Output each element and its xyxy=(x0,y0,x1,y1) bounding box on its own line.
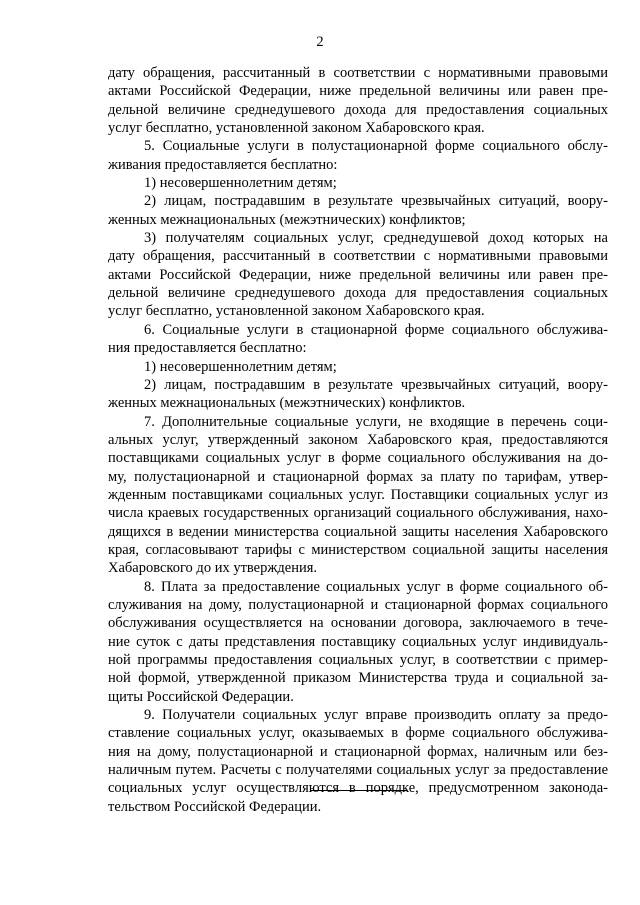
text-line: ния предоставляется бесплатно: xyxy=(108,340,307,357)
text-line: дельной величине среднедушевого дохода для предоставления социальных xyxy=(108,285,608,302)
text-line: ной формой, утвержденной приказом Министерства труда и социальной за- xyxy=(108,670,608,687)
text-line: му, полустационарной и стационарной формах за плату по тарифам, утвер- xyxy=(108,468,608,485)
text-line: актами Российской Федерации, ниже предельной величины или равен пре- xyxy=(108,83,608,100)
text-line: 6. Социальные услуги в стационарной форме социального обслужива- xyxy=(144,321,608,338)
text-line: 7. Дополнительные социальные услуги, не входящие в перечень соци- xyxy=(144,413,608,430)
text-line: 1) несовершеннолетним детям; xyxy=(144,175,337,192)
text-line: социальных услуг осуществляются в порядке, предусмотренном законода- xyxy=(108,780,608,797)
page-number: 2 xyxy=(316,34,324,50)
text-line: 2) лицам, пострадавшим в результате чрезвычайных ситуаций, воору- xyxy=(144,376,608,393)
text-line: ной программы предоставления социальных услуг, в соответствии с пример- xyxy=(108,652,608,668)
text-line: 8. Плата за предоставление социальных услуг в форме социального об- xyxy=(144,578,608,595)
text-line: живания предоставляется бесплатно: xyxy=(108,156,338,173)
text-line: 1) несовершеннолетним детям; xyxy=(144,358,337,375)
text-line: услуг бесплатно, установленной законом Хабаровского края. xyxy=(108,303,485,320)
text-line: края, согласовывают тарифы с министерством социальной защиты населения xyxy=(108,541,608,558)
text-line: дату обращения, рассчитанный в соответствии с нормативными правовыми xyxy=(108,248,608,265)
text-line: 5. Социальные услуги в полустационарной форме социального обслу- xyxy=(144,138,608,155)
text-line: 9. Получатели социальных услуг вправе производить оплату за предо- xyxy=(144,707,608,724)
text-line: актами Российской Федерации, ниже предельной величины или равен пре- xyxy=(108,266,608,283)
document-body xyxy=(108,64,608,816)
text-line: наличным путем. Расчеты с получателями социальных услуг за предоставление xyxy=(108,762,608,779)
end-separator-line xyxy=(310,790,407,791)
text-line: дельной величине среднедушевого дохода для предоставления социальных xyxy=(108,101,608,118)
text-line: женных межнациональных (межэтнических) конфликтов; xyxy=(108,211,466,228)
text-line: женных межнациональных (межэтнических) конфликтов. xyxy=(108,395,466,412)
text-line: жденным поставщиками социальных услуг. Поставщики социальных услуг из xyxy=(108,486,608,503)
text-line: поставщиками социальных услуг в форме социального обслуживания на до- xyxy=(108,450,608,467)
text-line: обслуживания осуществляется на основании договора, заключаемого в тече- xyxy=(108,615,608,632)
text-line: числа краевых государственных организаций социального обслуживания, нахо- xyxy=(108,505,608,522)
text-line: тельством Российской Федерации. xyxy=(108,798,322,815)
text-line: 2) лицам, пострадавшим в результате чрезвычайных ситуаций, воору- xyxy=(144,193,608,210)
text-line: дящихся в ведении министерства социальной защиты населения Хабаровского xyxy=(108,523,608,540)
text-line: щиты Российской Федерации. xyxy=(108,688,294,705)
text-line: дату обращения, рассчитанный в соответствии с нормативными правовыми xyxy=(108,65,608,81)
text-line: ние суток с даты представления поставщику социальных услуг индивидуаль- xyxy=(108,633,608,650)
text-line: услуг бесплатно, установленной законом Хабаровского края. xyxy=(108,120,485,137)
text-line: Хабаровского до их утверждения. xyxy=(108,560,318,577)
text-line: служивания на дому, полустационарной и стационарной формах социального xyxy=(108,596,608,613)
text-line: альных услуг, утвержденный законом Хабаровского края, предоставляются xyxy=(108,431,608,448)
text-line: 3) получателям социальных услуг, среднедушевой доход которых на xyxy=(144,230,608,247)
text-line: ставление социальных услуг, оказываемых в форме социального обслужива- xyxy=(108,725,608,742)
text-line: ния на дому, полустационарной и стационарной формах, наличным или без- xyxy=(108,743,608,760)
